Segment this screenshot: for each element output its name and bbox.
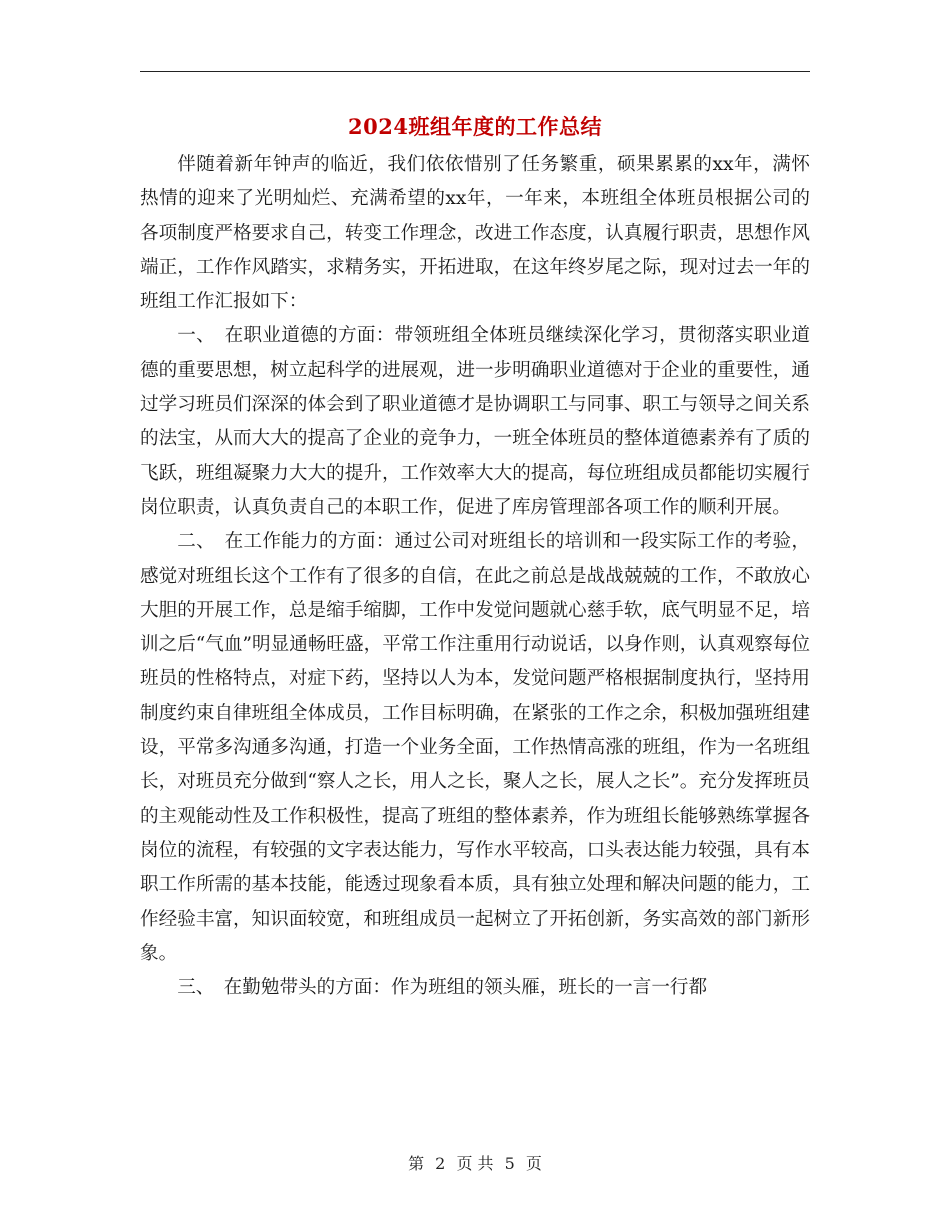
page-footer [0,1152,950,1176]
paragraph-section-3: 三、 在勤勉带头的方面：作为班组的领头雁，班长的一言一行都 [177,977,708,999]
paragraph-section-1: 一、 在职业道德的方面：带领班组全体班员继续深化学习，贯彻落实职业道德的重要思想，树立起科学的进展观，进一步明确职业道德对于企业的重要性，通过学习班员们深深的体会到了职业道德才是协调职工与同事、职工与领导之间关系的法宝，从而大大的提高了企业的竞争力，一班全体班员的整体道德素养有了质的飞跃，班组凝聚力大大的提升，工作效率大大的提高，每位班组成员都能切实履行岗位职责，认真负责自己的本职工作，促进了库房管理部各项工作的顺利开展。 [140,325,810,518]
footer-page-number: 2 [435,1154,446,1173]
footer-total-pages: 5 [504,1154,515,1173]
document-title: 2024班组年度的工作总结 [348,114,602,139]
footer-prefix: 第 [408,1154,425,1173]
footer-middle: 页 共 [456,1154,494,1173]
footer-suffix: 页 [525,1154,542,1173]
header-rule [140,71,810,72]
paragraph-intro: 伴随着新年钟声的临近，我们依依惜别了任务繁重，硕果累累的xx年，满怀热情的迎来了光明灿烂、充满希望的xx年，一年来，本班组全体班员根据公司的各项制度严格要求自己，转变工作理念，改进工作态度，认真履行职责，思想作风端正，工作作风踏实，求精务实，开拓进取，在这年终岁尾之际，现对过去一年的班组工作汇报如下： [140,154,810,313]
document-body [140,148,810,1005]
paragraph-section-2: 二、 在工作能力的方面：通过公司对班组长的培训和一段实际工作的考验，感觉对班组长这个工作有了很多的自信，在此之前总是战战兢兢的工作，不敢放心大胆的开展工作，总是缩手缩脚，工作中发觉问题就心慈手软，底气明显不足，培训之后“气血”明显通畅旺盛，平常工作注重用行动说话，以身作则，认真观察每位班员的性格特点，对症下药，坚持以人为本，发觉问题严格根据制度执行，坚持用制度约束自律班组全体成员，工作目标明确，在紧张的工作之余，积极加强班组建设，平常多沟通多沟通，打造一个业务全面，工作热情高涨的班组，作为一名班组长，对班员充分做到“察人之长，用人之长，聚人之长，展人之长”。充分发挥班员的主观能动性及工作积极性，提高了班组的整体素养，作为班组长能够熟练掌握各岗位的流程，有较强的文字表达能力，写作水平较高，口头表达能力较强，具有本职工作所需的基本技能，能透过现象看本质，具有独立处理和解决问题的能力，工作经验丰富，知识面较宽，和班组成员一起树立了开拓创新，务实高效的部门新形象。 [140,531,810,964]
